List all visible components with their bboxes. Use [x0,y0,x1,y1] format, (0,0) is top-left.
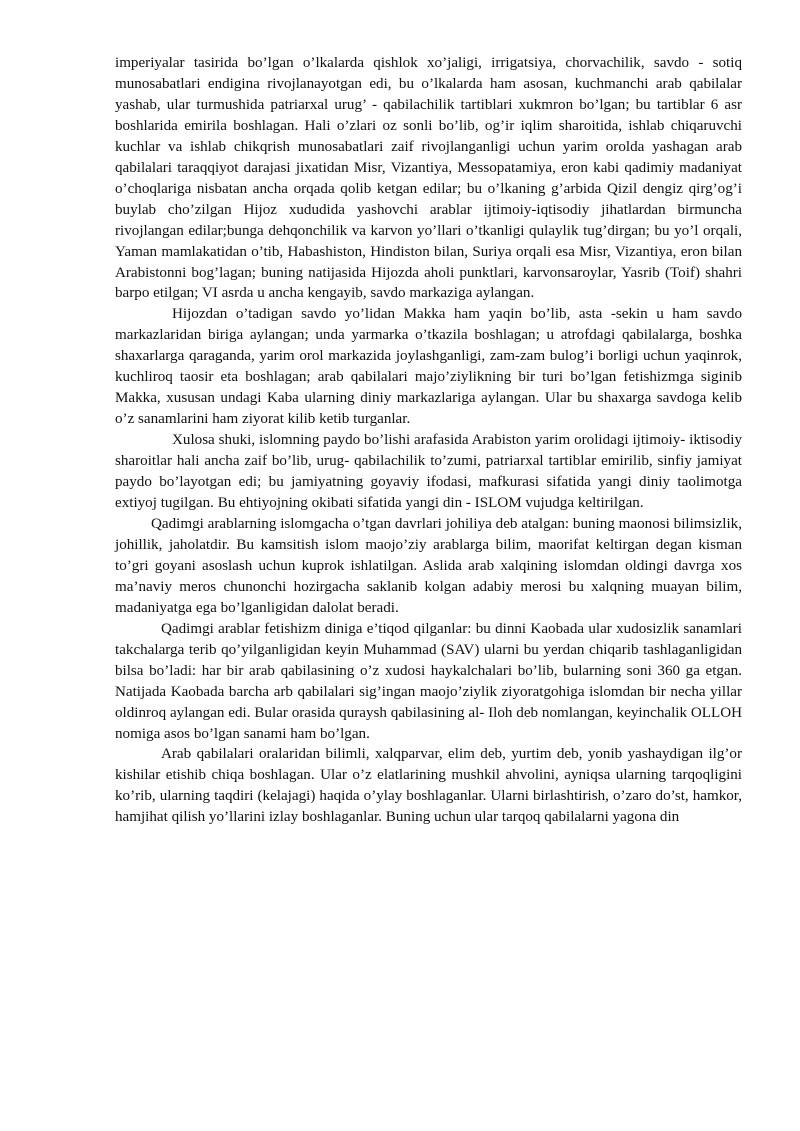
paragraph-3: Xulosa shuki, islomning paydo bo’lishi arafasida Arabiston yarim orolidagi ijtimoiy- iktisodiy sharoitlar hali ancha zaif bo’lib, urug- qabilachilik to’zumi, patriarxal tartiblar emirilib, sinfiy jamiyat paydo bo’layotgan edi; bu jamiyatning goyaviy ifodasi, mafkurasi sifatida yangi diniy taolimotga extiyoj tugilgan. Bu ehtiyojning okibati sifatida yangi din - ISLOM vujudga keltirilgan. [115,432,742,512]
paragraph-5: Qadimgi arablar fetishizm diniga e’tiqod qilganlar: bu dinni Kaobada ular xudosizlik sanamlari takchalarga terib qo’yilganligidan keyin Muhammad (SAV) ularni bu yerdan chiqarib tashlaganligidan bilsa bo’ladi: har bir arab qabilasining o’z xudosi haykalchalari bo’lib, bularning soni 360 ga etgan. Natijada Kaobada barcha arb qabilalari sig’ingan maojo’ziylik ziyoratgohiga islomdan bir necha yillar oldinroq aylangan edi. Bular orasida quraysh qabilasining al- Iloh deb nomlangan, keyinchalik OLLOH nomiga asos bo’lgan sanami ham bo’lgan. [115,620,742,742]
paragraph-6: Arab qabilalari oralaridan bilimli, xalqparvar, elim deb, yurtim deb, yonib yashaydigan ilg’or kishilar etishib chiqa boshlagan. Ular o’z elatlarining mushkil ahvolini, ayniqsa ularning tarqoqligini ko’rib, ularning taqdiri (kelajagi) haqida o’ylay boshlaganlar. Ularni birlashtirish, o’zaro do’st, hamkor, hamjihat qilish yo’llarini izlay boshlaganlar. Buning uchun ular tarqoq qabilalarni yagona din [115,746,742,826]
paragraph-1: imperiyalar tasirida bo’lgan o’lkalarda qishlok xo’jaligi, irrigatsiya, chorvachilik, savdo - sotiq munosabatlari endigina rivojlanayotgan edi, bu o’lkalarda ham asosan, kuchmanchi arab qabilalar yashab, ular turmushida patriarxal urug’ - qabilachilik tartiblari xukmron bo’lgan; bu tartiblar 6 asr boshlarida emirila boshlagan. Hali o’zlari oz sonli bo’lib, og’ir iqlim sharoitida, ishlab chiqaruvchi kuchlar va ishlab chikqrish munosabatlari zaif rivojlanganligi uchun yarim orolda yashagan arab qabilalari taraqqiyot darajasi jixatidan Misr, Vizantiya, Messopatamiya, eron kabi qadimiy madaniyat o’choqlariga nisbatan ancha orqada qolib ketgan edilar; bu o’lkaning g’arbida Qizil dengiz qirg’og’i buylab cho’zilgan Hijoz xududida yashovchi arablar ijtimoiy-iqtisodiy jihatlardan birmuncha rivojlangan edilar;bunga dehqonchilik va karvon yo’llari o’tkanligi qulaylik tug’dirgan; bu yo’l orqali, Yaman mamlakatidan o’tib, Habashiston, Hindiston bilan, Suriya orqali esa Misr, Vizantiya, eron bilan Arabistonni bog’lagan; buning natijasida Hijozda aholi punktlari, karvonsaroylar, Yasrib (Toif) shahri barpo etilgan; VI asrda u ancha kengayib, savdo markaziga aylangan. [115,55,742,302]
document-page [115,53,742,828]
paragraph-2: Hijozdan o’tadigan savdo yo’lidan Makka ham yaqin bo’lib, asta -sekin u ham savdo markazlaridan biriga aylangan; unda yarmarka o’tkazila boshlagan; u atrofdagi qabilalarga, boshka shaxarlarga qaraganda, yarim orol markazida joylashganligi, zam-zam bulog’i borligi uchun yaqinrok, kuchliroq taosir eta boshlagan; arab qabilalari majo’ziylikning bir turi bo’lgan fetishizmga siginib Makka, xususan undagi Kaba ularning diniy markazlariga aylangan. Ular bu shaxarga savdoga kelib o’z sanamlarini ham ziyorat kilib ketib turganlar. [115,306,742,428]
paragraph-4: Qadimgi arablarning islomgacha o’tgan davrlari johiliya deb atalgan: buning maonosi bilimsizlik, johillik, jaholatdir. Bu kamsitish islom maojo’ziy arablarga bilim, maorifat keltirgan degan kisman to’gri goyani asoslash uchun kuprok ishlatilgan. Aslida arab xalqining islomdan oldingi davrga xos ma’naviy meros chunonchi hozirgacha saklanib kolgan adabiy merosi bu xalqning muayan bilim, madaniyatga ega bo’lganligidan dalolat beradi. [115,515,742,616]
